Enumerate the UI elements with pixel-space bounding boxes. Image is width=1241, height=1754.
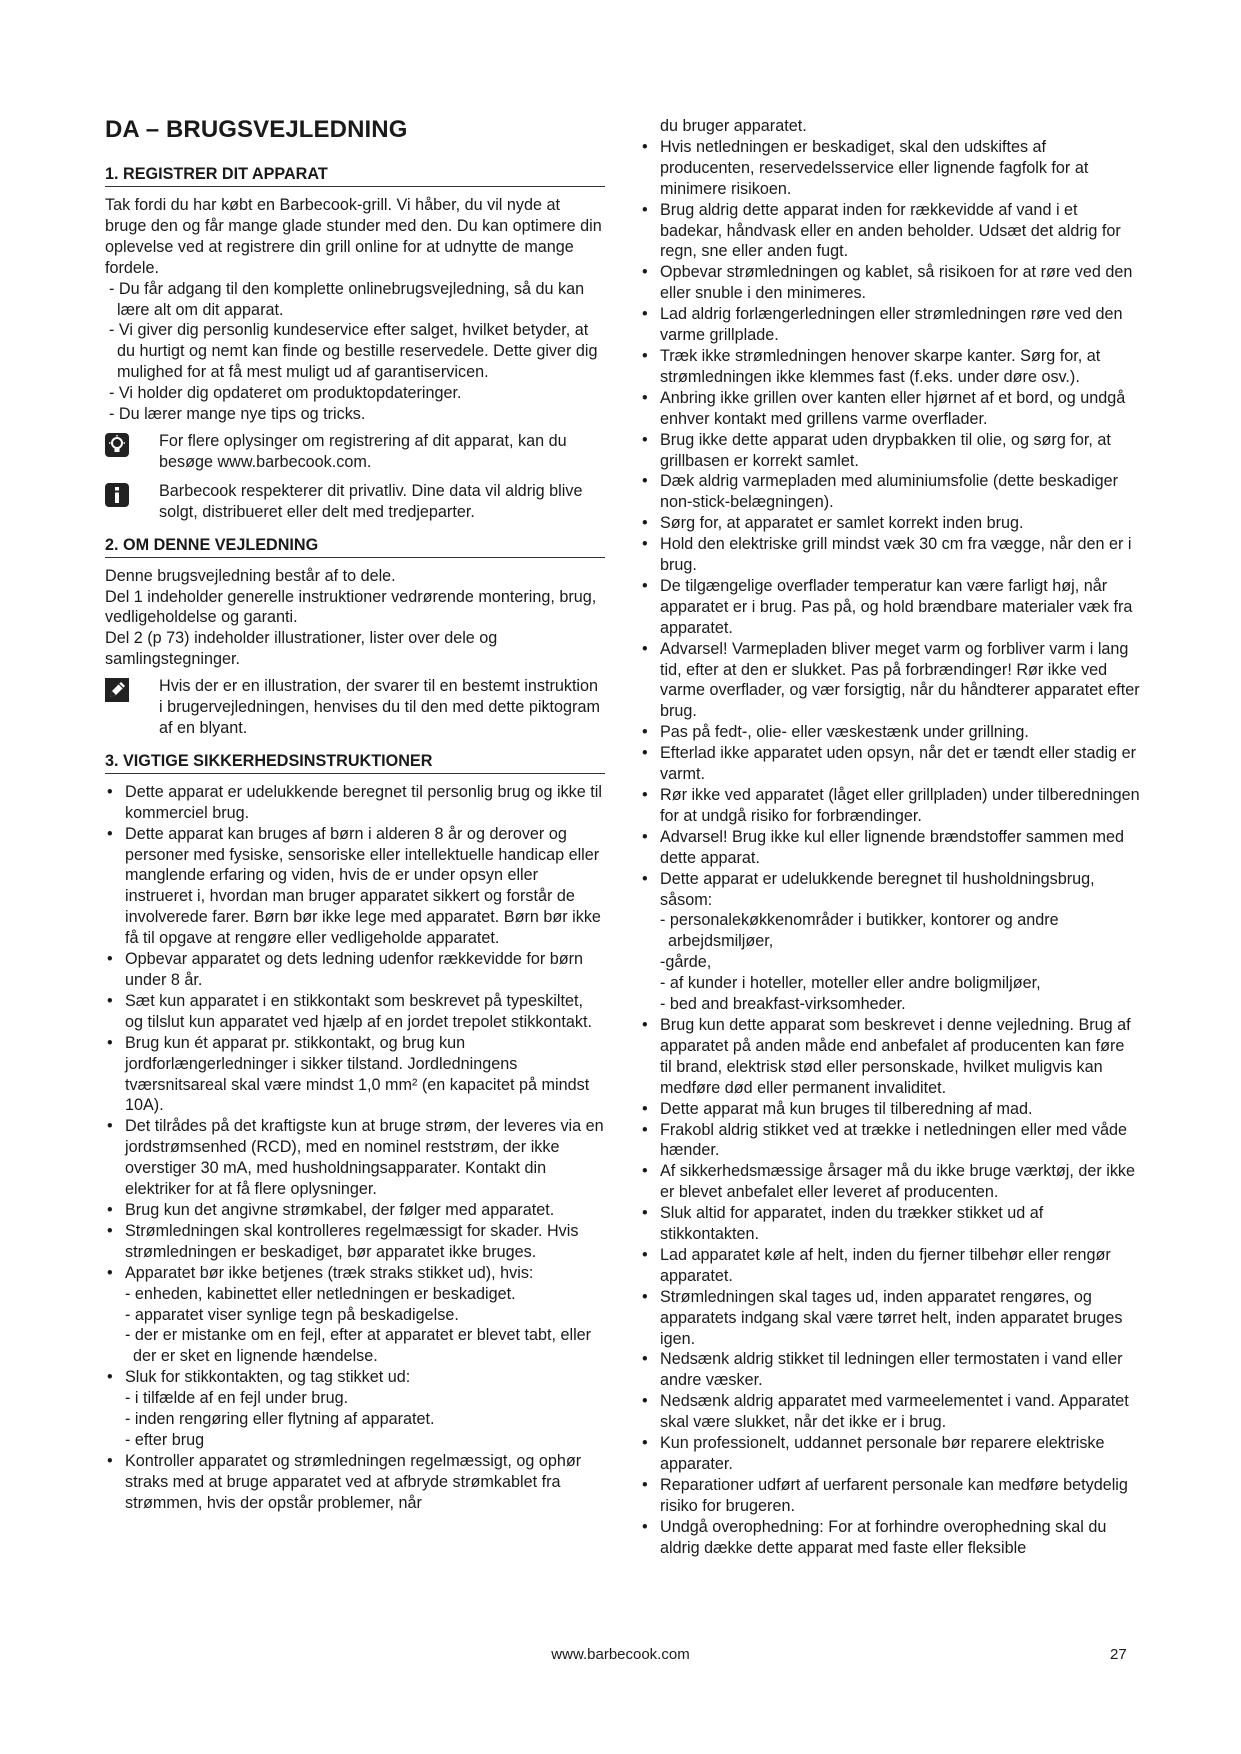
list-item: • Lad apparatet køle af helt, inden du fjerner tilbehør eller rengør apparatet. — [640, 1245, 1140, 1287]
sub-item: - inden rengøring eller flytning af apparatet. — [125, 1410, 435, 1429]
page-title: DA – BRUGSVEJLEDNING — [105, 116, 408, 143]
left-column — [105, 112, 605, 1514]
continued-text: du bruger apparatet. — [660, 117, 807, 135]
list-item: • Brug ikke dette apparat uden drypbakken til olie, og sørg for, at grillbasen er korrekt samlet. — [640, 430, 1140, 472]
list-item: • Af sikkerhedsmæssige årsager må du ikke bruge værktøj, der ikke er blevet anbefalet eller leveret af producenten. — [640, 1161, 1140, 1203]
list-item: • Strømledningen skal kontrolleres regelmæssigt for skader. Hvis strømledningen er beskadiget, bør apparatet ikke bruges. — [105, 1221, 605, 1263]
list-item — [105, 1367, 605, 1451]
sub-item: - af kunder i hoteller, moteller eller andre boligmiljøer, — [660, 974, 1041, 993]
section-heading-about: 2. OM DENNE VEJLEDNING — [105, 535, 605, 558]
list-item-text: Dette apparat er udelukkende beregnet til husholdningsbrug, såsom: — [660, 869, 1095, 909]
about-text: Del 2 (p 73) indeholder illustrationer, lister over dele og samlingstegninger. — [105, 629, 498, 669]
right-column — [640, 116, 1140, 1559]
lightbulb-icon — [105, 433, 129, 457]
list-item-text: Sluk for stikkontakten, og tag stikket ud: — [125, 1368, 411, 1387]
list-item: • Anbring ikke grillen over kanten eller hjørnet af et bord, og undgå enhver kontakt med grillens varme overflader. — [640, 388, 1140, 430]
safety-list-continued — [640, 137, 1140, 1559]
list-item: • Brug aldrig dette apparat inden for rækkevidde af vand i et badekar, håndvask eller en anden beholder. Udsæt det aldrig for regn, sne eller anden fugt. — [640, 200, 1140, 263]
list-item: • Nedsænk aldrig stikket til ledningen eller termostaten i vand eller andre væsker. — [640, 1349, 1140, 1391]
info-icon — [105, 483, 129, 507]
tip-text: For flere oplysinger om registrering af dit apparat, kan du besøge www.barbecook.com. — [159, 431, 567, 471]
list-item-text: Apparatet bør ikke betjenes (træk straks stikket ud), hvis: — [125, 1263, 534, 1282]
list-item: • Sluk altid for apparatet, inden du trækker stikket ud af stikkontakten. — [640, 1203, 1140, 1245]
list-item: • Dette apparat er udelukkende beregnet til personlig brug og ikke til kommerciel brug. — [105, 782, 605, 824]
list-item: • Dette apparat kan bruges af børn i alderen 8 år og derover og personer med fysiske, sensoriske eller intellektuelle handicap eller manglende erfaring og viden, hvis de er under opsyn eller instrueret i, hvordan man bruger apparatet sikkert og forstår de involverede farer. Børn bør ikke lege med apparatet. Børn bør ikke få til opgave at rengøre eller vedligeholde apparatet. — [105, 824, 605, 949]
list-item: • Kun professionelt, uddannet personale bør reparere elektriske apparater. — [640, 1433, 1140, 1475]
register-benefit: - Vi holder dig opdateret om produktopdateringer. — [109, 384, 462, 403]
list-item: • Rør ikke ved apparatet (låget eller grillpladen) under tilberedningen for at undgå risiko for forbrændinger. — [640, 785, 1140, 827]
list-item: • Pas på fedt-, olie- eller væskestænk under grillning. — [640, 722, 1140, 743]
list-item: • Sæt kun apparatet i en stikkontakt som beskrevet på typeskiltet, og tilslut kun apparatet ved hjælp af en jordet trepolet stikkontakt. — [105, 991, 605, 1033]
footer-url: www.barbecook.com — [551, 1646, 690, 1663]
sub-item: - apparatet viser synlige tegn på beskadigelse. — [125, 1305, 459, 1324]
info-note — [105, 481, 605, 523]
list-item: • Brug kun dette apparat som beskrevet i denne vejledning. Brug af apparatet på anden måde end anbefalet af producenten kan føre til brand, elektrisk stød eller personskade, hvilket muligvis kan medføre død eller permanent invaliditet. — [640, 1015, 1140, 1099]
section-heading-safety: 3. VIGTIGE SIKKERHEDSINSTRUKTIONER — [105, 751, 605, 774]
register-benefit: - Vi giver dig personlig kundeservice efter salget, hvilket betyder, at du hurtigt og nemt kan finde og bestille reservedele. Dette giver dig mulighed for at få mest muligt ud af garantiservicen. — [109, 321, 598, 382]
sub-item: - i tilfælde af en fejl under brug. — [125, 1389, 349, 1408]
pencil-icon — [105, 678, 129, 702]
about-text: Denne brugsvejledning består af to dele. — [105, 566, 396, 585]
sub-item: -gårde, — [660, 953, 712, 972]
register-benefit: - Du lærer mange nye tips og tricks. — [109, 405, 366, 424]
list-item: • Brug kun det angivne strømkabel, der følger med apparatet. — [105, 1200, 605, 1221]
info-text: Barbecook respekterer dit privatliv. Dine data vil aldrig blive solgt, distribueret eller delt med tredjeparter. — [159, 481, 583, 521]
list-item: • Hvis netledningen er beskadiget, skal den udskiftes af producenten, reservedelsservice eller lignende fagfolk for at minimere risikoen. — [640, 137, 1140, 200]
sub-item: - personalekøkkenområder i butikker, kontorer og andre arbejdsmiljøer, — [660, 911, 1059, 951]
list-item: • Hold den elektriske grill mindst væk 30 cm fra vægge, når den er i brug. — [640, 534, 1140, 576]
list-item: • Nedsænk aldrig apparatet med varmeelementet i vand. Apparatet skal være slukket, når det ikke er i brug. — [640, 1391, 1140, 1433]
list-item: • Brug kun ét apparat pr. stikkontakt, og brug kun jordforlængerledninger i sikker tilstand. Jordledningens tværsnitsareal skal være mindst 1,0 mm² (en kapacitet på mindst 10A). — [105, 1033, 605, 1117]
list-item: • Opbevar strømledningen og kablet, så risikoen for at røre ved den eller snuble i den minimeres. — [640, 262, 1140, 304]
list-item: • Træk ikke strømledningen henover skarpe kanter. Sørg for, at strømledningen ikke klemmes fast (f.eks. under døre osv.). — [640, 346, 1140, 388]
list-item: • Kontroller apparatet og strømledningen regelmæssigt, og ophør straks med at bruge apparatet ved at afbryde strømkablet fra strømmen, hvis der opstår problemer, når — [105, 1451, 605, 1514]
about-text: Del 1 indeholder generelle instruktioner vedrørende montering, brug, vedligeholdelse og garanti. — [105, 587, 597, 627]
pencil-text: Hvis der er en illustration, der svarer til en bestemt instruktion i brugervejledningen, henvises du til den med dette piktogram af en blyant. — [159, 677, 600, 737]
list-item: • Dæk aldrig varmepladen med aluminiumsfolie (dette beskadiger non-stick-belægningen). — [640, 471, 1140, 513]
list-item: • Lad aldrig forlængerledningen eller strømledningen røre ved den varme grillplade. — [640, 304, 1140, 346]
pencil-note — [105, 676, 605, 739]
list-item: • Det tilrådes på det kraftigste kun at bruge strøm, der leveres via en jordstrømsenhed (RCD), med en nominel reststrøm, der ikke overstiger 30 mA, med husholdningsapparater. Kontakt din elektriker for at få flere oplysninger. — [105, 1116, 605, 1200]
register-intro: Tak fordi du har købt en Barbecook-grill. Vi håber, du vil nyde at bruge den og får mange glade stunder med den. Du kan optimere din oplevelse ved at registrere din grill online for at udnytte de mange fordele. — [105, 196, 602, 277]
sub-item: - bed and breakfast-virksomheder. — [660, 995, 906, 1014]
list-item: • Opbevar apparatet og dets ledning udenfor rækkevidde for børn under 8 år. — [105, 949, 605, 991]
list-item: • Advarsel! Varmepladen bliver meget varm og forbliver varm i lang tid, efter at den er slukket. Pas på forbrændinger! Rør ikke ved varme overflader, og vær forsigtig, når du håndterer apparatet efter brug. — [640, 639, 1140, 723]
list-item: • Advarsel! Brug ikke kul eller lignende brændstoffer sammen med dette apparat. — [640, 827, 1140, 869]
register-benefit: - Du får adgang til den komplette onlinebrugsvejledning, så du kan lære alt om dit apparat. — [109, 279, 585, 319]
list-item — [640, 869, 1140, 1015]
list-item: • Strømledningen skal tages ud, inden apparatet rengøres, og apparatets indgang skal være tørret helt, inden apparatet bruges igen. — [640, 1287, 1140, 1350]
safety-list — [105, 782, 605, 1514]
list-item: • De tilgængelige overflader temperatur kan være farligt høj, når apparatet er i brug. Pas på, og hold brændbare materialer væk fra apparatet. — [640, 576, 1140, 639]
list-item — [105, 1263, 605, 1368]
sub-item: - efter brug — [125, 1430, 205, 1449]
section-heading-register: 1. REGISTRER DIT APPARAT — [105, 164, 605, 187]
list-item: • Dette apparat må kun bruges til tilberedning af mad. — [640, 1099, 1140, 1120]
sub-item: - enheden, kabinettet eller netledningen er beskadiget. — [125, 1284, 516, 1303]
sub-item: - der er mistanke om en fejl, efter at apparatet er blevet tabt, eller der er sket en lignende hændelse. — [125, 1326, 592, 1366]
list-item: • Undgå overophedning: For at forhindre overophedning skal du aldrig dække dette apparat med faste eller fleksible — [640, 1517, 1140, 1559]
list-item: • Efterlad ikke apparatet uden opsyn, når det er tændt eller stadig er varmt. — [640, 743, 1140, 785]
page-number: 27 — [1110, 1646, 1127, 1663]
list-item: • Reparationer udført af uerfarent personale kan medføre betydelig risiko for brugeren. — [640, 1475, 1140, 1517]
tip-note — [105, 431, 605, 473]
list-item: • Frakobl aldrig stikket ved at trække i netledningen eller med våde hænder. — [640, 1120, 1140, 1162]
list-item: • Sørg for, at apparatet er samlet korrekt inden brug. — [640, 513, 1140, 534]
